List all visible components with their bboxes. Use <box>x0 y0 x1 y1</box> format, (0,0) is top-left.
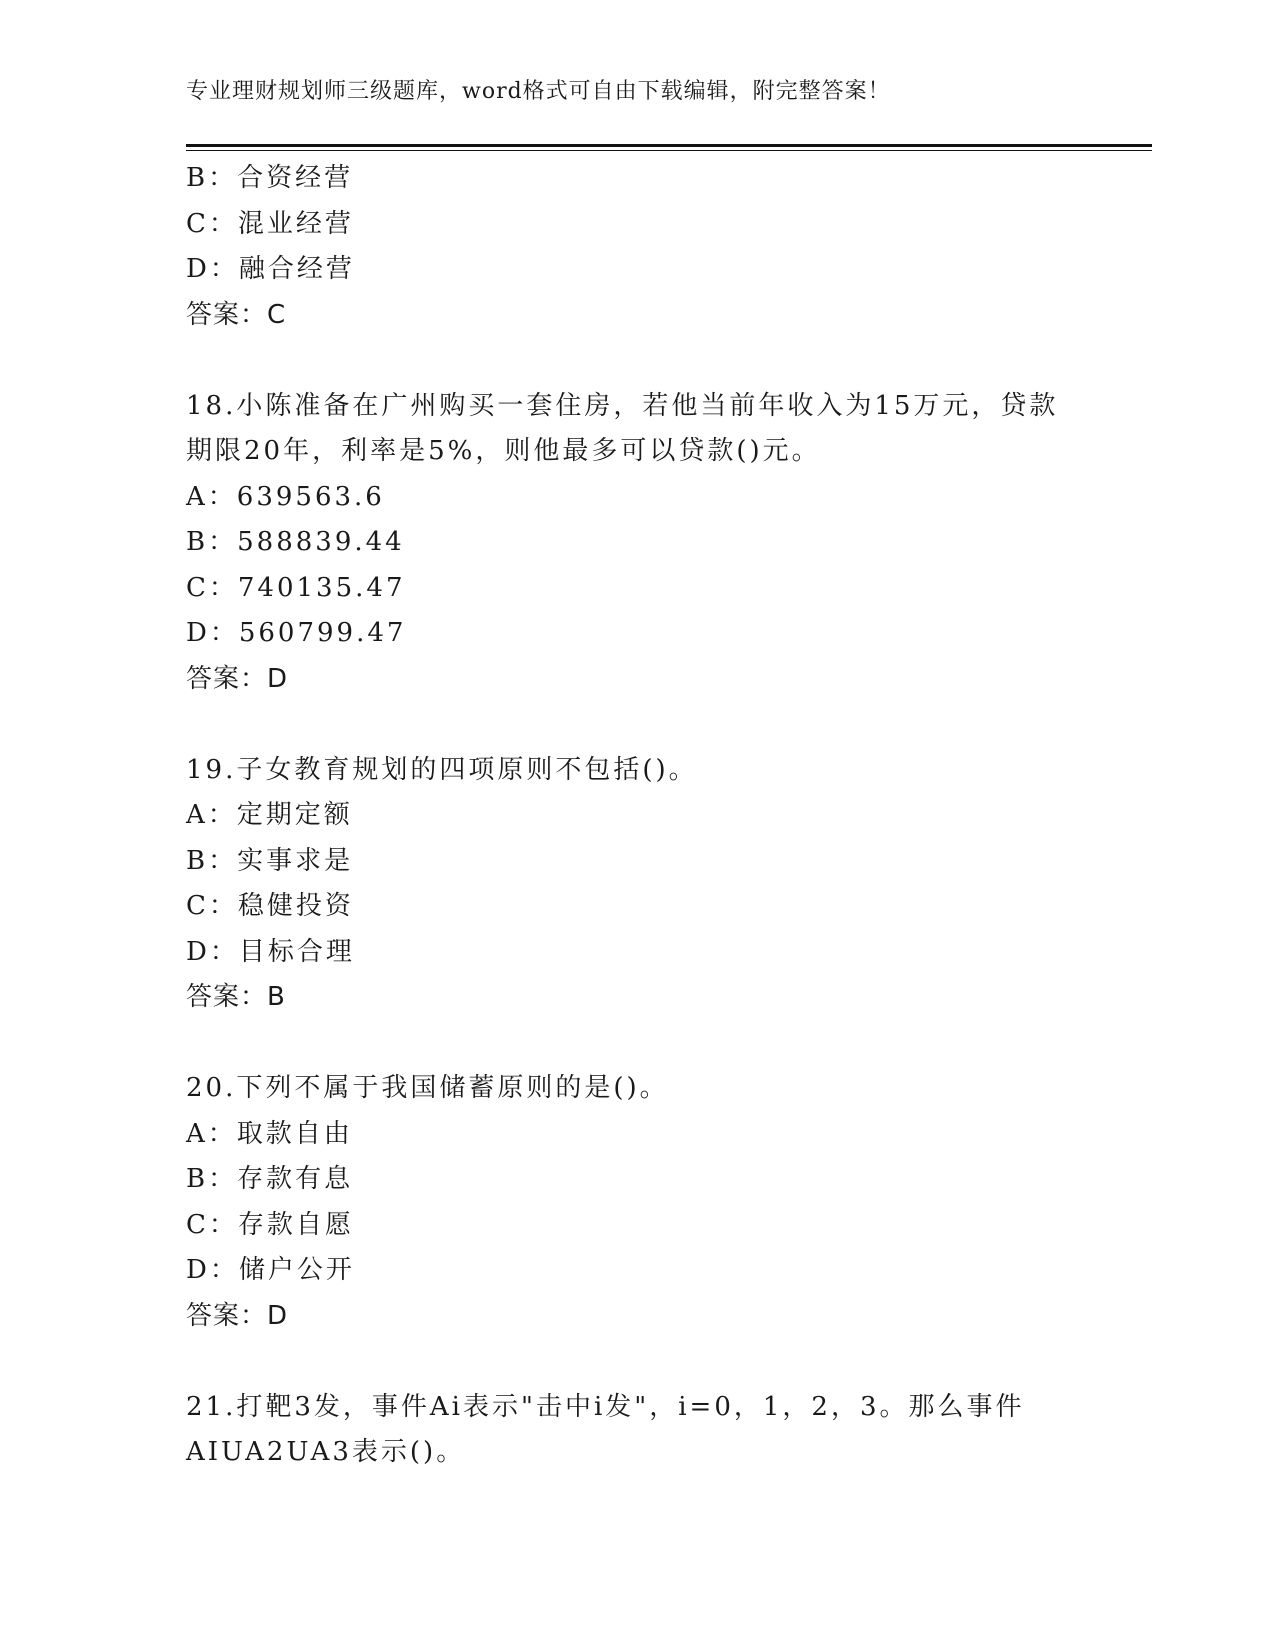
answer-line: 答案：D <box>186 663 289 694</box>
spacer <box>186 1339 1086 1385</box>
question-19 <box>186 748 1086 1021</box>
question-stem: 18.小陈准备在广州购买一套住房，若他当前年收入为15万元，贷款 <box>186 390 1059 421</box>
spacer <box>186 1021 1086 1067</box>
question-18 <box>186 384 1086 703</box>
question-20 <box>186 1066 1086 1339</box>
option-d: D：560799.47 <box>186 618 407 648</box>
question-stem: AIUA2UA3表示()。 <box>186 1437 466 1467</box>
option-c: C：存款自愿 <box>186 1209 354 1240</box>
question-stem: 20.下列不属于我国储蓄原则的是()。 <box>186 1073 669 1103</box>
option-c: C：混业经营 <box>186 208 354 239</box>
option-a: A：639563.6 <box>186 481 385 512</box>
header-rule-thick <box>186 144 1152 147</box>
option-a: A：定期定额 <box>186 800 353 830</box>
option-a: A：取款自由 <box>186 1118 353 1149</box>
header-rule-thin <box>186 150 1152 151</box>
answer-line: 答案：B <box>186 982 286 1012</box>
spacer <box>186 702 1086 748</box>
option-d: D：储户公开 <box>186 1255 355 1285</box>
option-b: B：588839.44 <box>186 527 405 557</box>
option-c: C：740135.47 <box>186 572 406 603</box>
page-header: 专业理财规划师三级题库，word格式可自由下载编辑，附完整答案！ <box>186 79 891 104</box>
option-d: D：目标合理 <box>186 936 355 967</box>
question-content <box>186 156 1086 1476</box>
question-21 <box>186 1385 1086 1476</box>
question-17-continued <box>186 156 1086 338</box>
option-b: B：存款有息 <box>186 1164 354 1194</box>
spacer <box>186 338 1086 384</box>
question-stem: 19.子女教育规划的四项原则不包括()。 <box>186 754 698 785</box>
option-b: B：实事求是 <box>186 845 354 876</box>
option-b: B：合资经营 <box>186 163 354 193</box>
question-stem: 21.打靶3发，事件Ai表示"击中i发"，i=0，1，2，3。那么事件 <box>186 1391 1025 1422</box>
option-d: D：融合经营 <box>186 254 355 284</box>
option-c: C：稳健投资 <box>186 891 354 921</box>
answer-line: 答案：D <box>186 1300 289 1331</box>
answer-line: 答案：C <box>186 299 287 330</box>
question-stem: 期限20年，利率是5%，则他最多可以贷款()元。 <box>186 436 821 466</box>
